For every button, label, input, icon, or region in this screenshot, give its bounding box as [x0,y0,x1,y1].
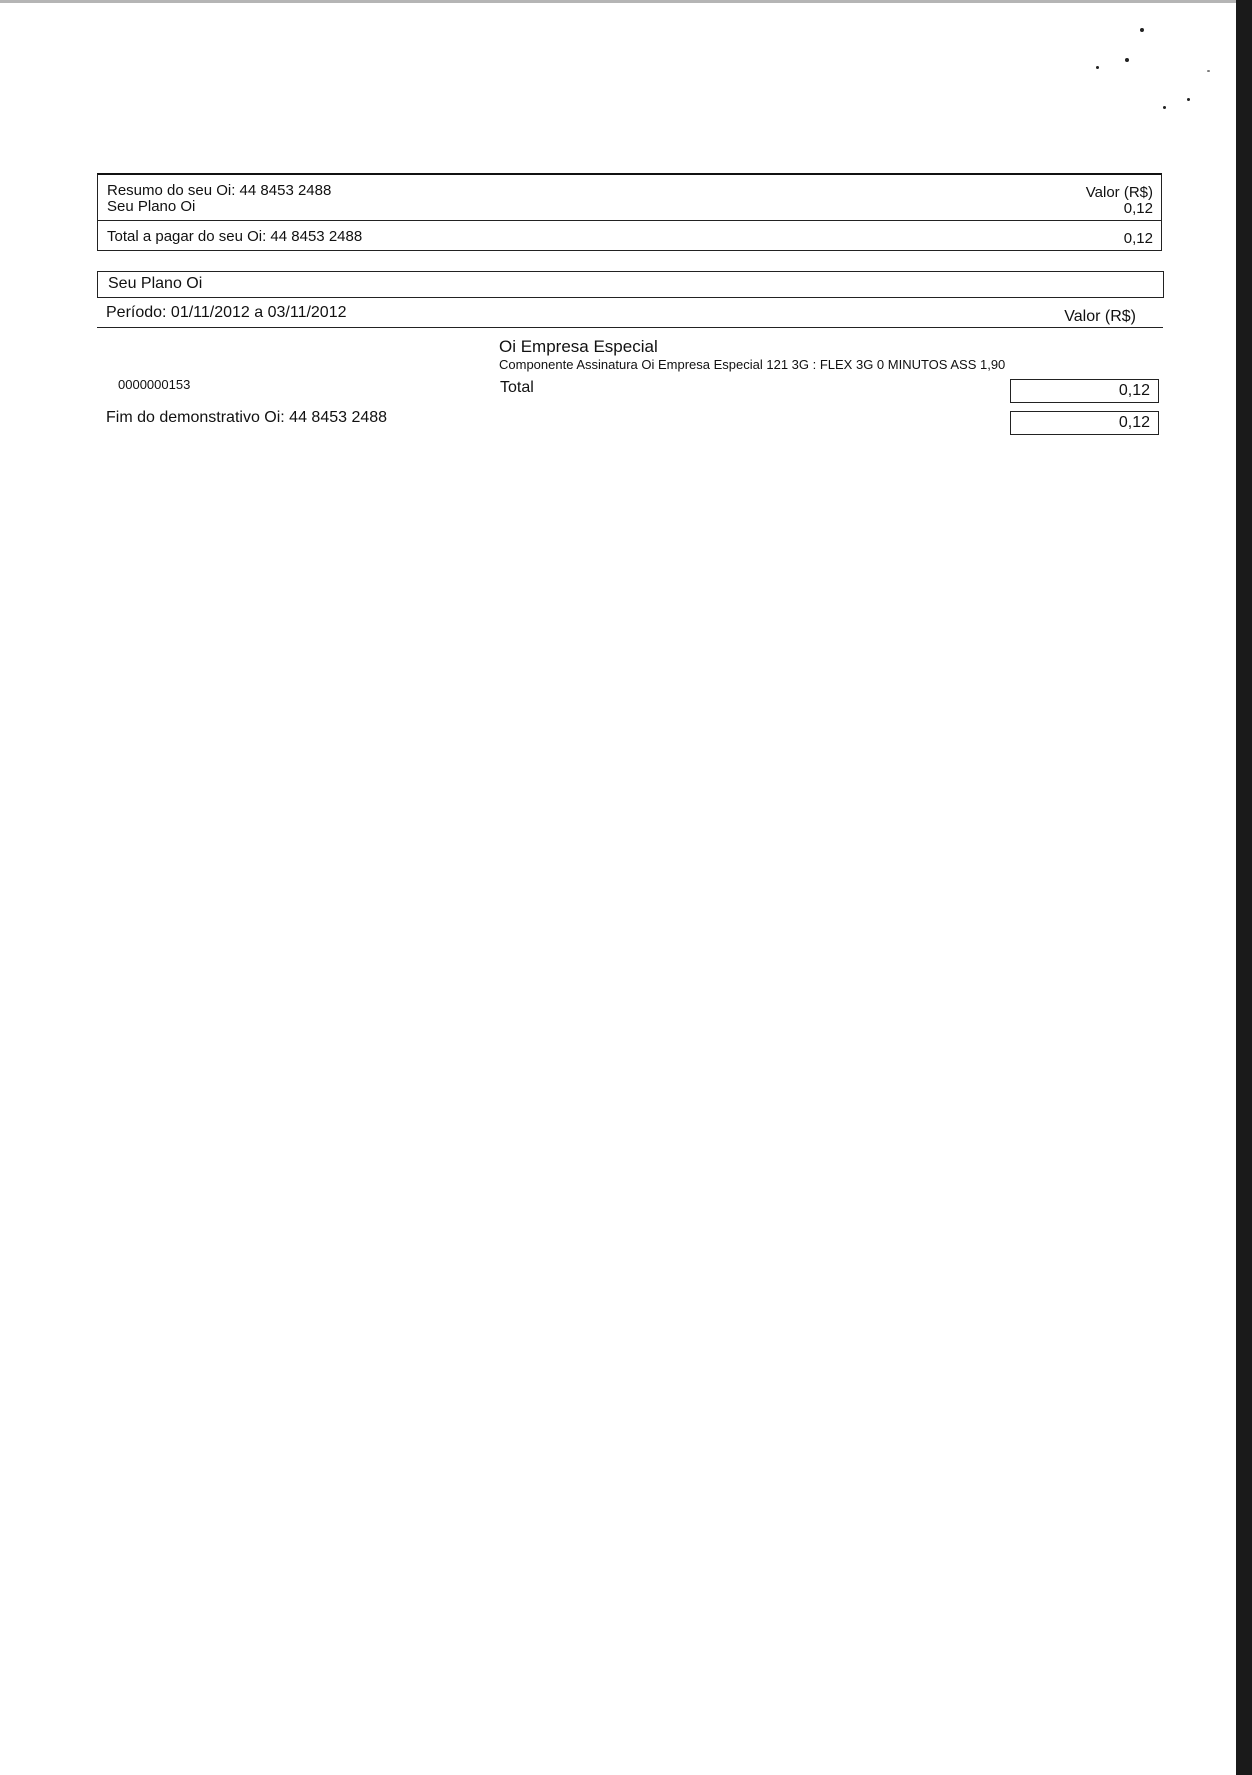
end-of-statement-value: 0,12 [1010,411,1159,435]
summary-divider [97,220,1162,221]
detail-total-label: Total [500,379,534,396]
period-label: Período: 01/11/2012 a 03/11/2012 [106,304,347,321]
scan-speck [1140,28,1144,32]
plan-component: Componente Assinatura Oi Empresa Especial 121 3G : FLEX 3G 0 MINUTOS ASS 1,90 [499,357,1006,372]
plan-name: Oi Empresa Especial [499,337,658,356]
period-value-header: Valor (R$) [1064,308,1136,325]
section-title: Seu Plano Oi [108,275,203,292]
scan-edge-right [1236,0,1252,1775]
detail-total-value: 0,12 [1010,379,1159,403]
scan-speck [1163,106,1166,109]
summary-plan-value: 0,12 [1123,200,1153,217]
summary-title: Resumo do seu Oi: 44 8453 2488 [107,182,332,199]
scan-speck [1125,58,1129,62]
summary-total-label: Total a pagar do seu Oi: 44 8453 2488 [107,228,363,245]
period-rule [97,327,1163,328]
scan-speck [1187,98,1190,101]
summary-plan-label: Seu Plano Oi [107,198,196,215]
summary-value-header: Valor (R$) [1085,184,1153,201]
scan-speck [1207,70,1210,72]
scan-edge-top [0,0,1252,3]
summary-total-value: 0,12 [1123,230,1153,247]
summary-box [97,173,1162,251]
section-header-box [97,271,1164,298]
end-of-statement-label: Fim do demonstrativo Oi: 44 8453 2488 [106,409,388,426]
document-code: 0000000153 [118,377,191,392]
scan-speck [1096,66,1099,69]
